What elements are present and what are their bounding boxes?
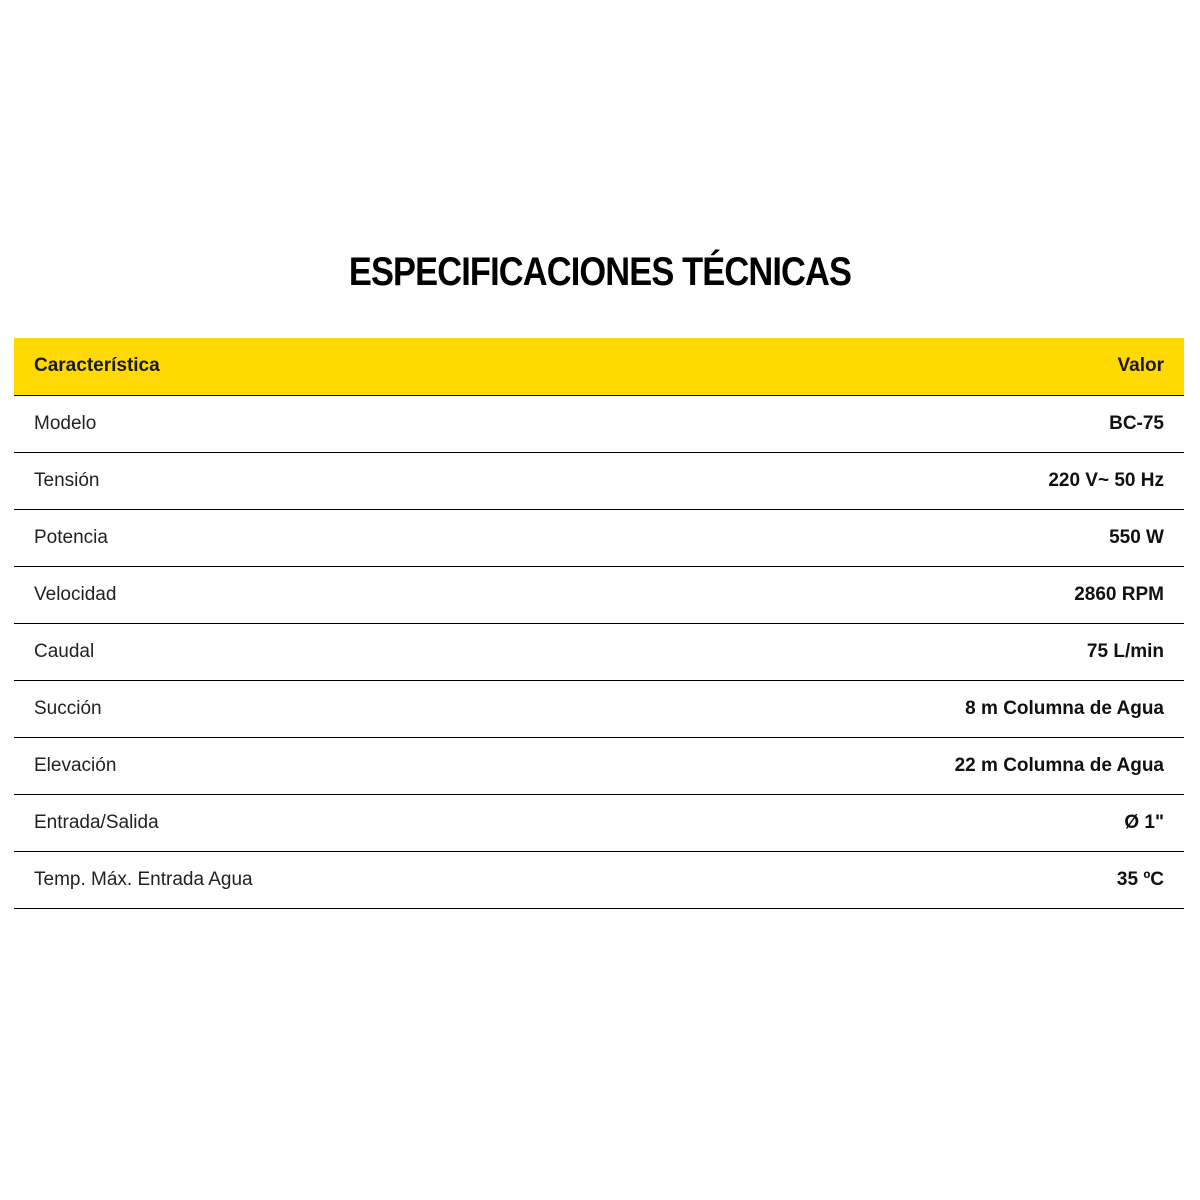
table-row [14, 452, 1184, 509]
row-label: Tensión [14, 452, 599, 509]
table-row [14, 509, 1184, 566]
row-label: Elevación [14, 737, 599, 794]
row-label: Entrada/Salida [14, 794, 599, 851]
spec-table-header [14, 338, 1184, 395]
table-row [14, 794, 1184, 851]
row-value: 2860 RPM [599, 566, 1184, 623]
spec-table [14, 338, 1184, 909]
header-row [14, 338, 1184, 395]
header-characteristic: Característica [14, 338, 599, 395]
table-row [14, 737, 1184, 794]
row-label: Temp. Máx. Entrada Agua [14, 851, 599, 908]
page-title: ESPECIFICACIONES TÉCNICAS [348, 250, 852, 294]
header-value: Valor [599, 338, 1184, 395]
row-value: 35 ºC [599, 851, 1184, 908]
row-value: 75 L/min [599, 623, 1184, 680]
row-value: 22 m Columna de Agua [599, 737, 1184, 794]
row-label: Succión [14, 680, 599, 737]
spec-table-body [14, 395, 1184, 908]
row-value: 8 m Columna de Agua [599, 680, 1184, 737]
table-row [14, 395, 1184, 452]
table-row [14, 851, 1184, 908]
row-label: Modelo [14, 395, 599, 452]
row-label: Caudal [14, 623, 599, 680]
row-label: Potencia [14, 509, 599, 566]
row-value: BC-75 [599, 395, 1184, 452]
table-row [14, 623, 1184, 680]
table-row [14, 680, 1184, 737]
row-value: 550 W [599, 509, 1184, 566]
row-label: Velocidad [14, 566, 599, 623]
row-value: 220 V~ 50 Hz [599, 452, 1184, 509]
table-row [14, 566, 1184, 623]
row-value: Ø 1" [599, 794, 1184, 851]
